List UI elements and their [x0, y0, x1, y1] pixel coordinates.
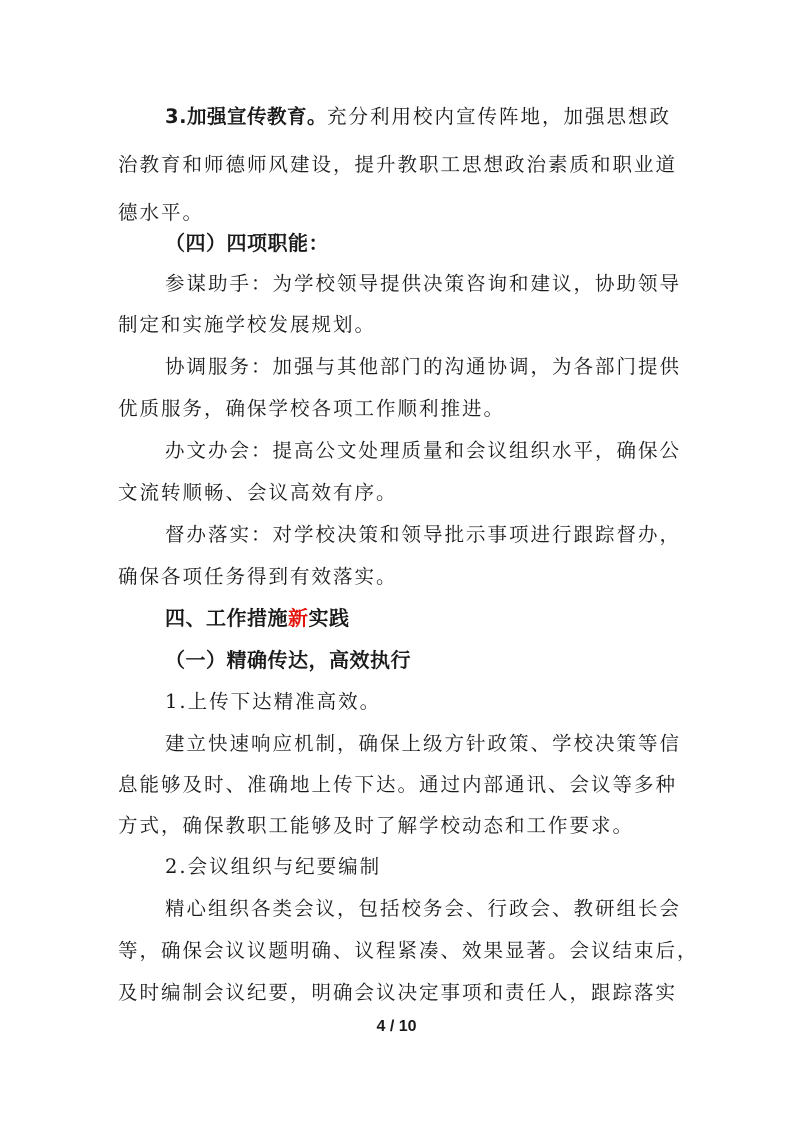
section-heading-accent: 新: [288, 606, 309, 630]
function-documents-line-2: 文流转顺畅、会议高效有序。: [118, 481, 398, 504]
page-number: 4 / 10: [376, 1018, 417, 1035]
section-heading-work-measures: [165, 604, 350, 632]
paragraph-meetings-line-3: 及时编制会议纪要，明确会议决定事项和责任人，跟踪落实: [118, 981, 678, 1004]
paragraph-propaganda-line-1: [165, 103, 671, 131]
item-1-title: 1.上传下达精准高效。: [165, 690, 382, 713]
paragraph-meetings-line-1: 精心组织各类会议，包括校务会、行政会、教研组长会: [165, 897, 682, 920]
section-heading-part-2: 实践: [308, 606, 350, 630]
paragraph-propaganda-line-2: 治教育和师德师风建设，提升教职工思想政治素质和职业道: [118, 153, 678, 176]
paragraph-propaganda-line-3: 德水平。: [118, 201, 205, 224]
function-coordination-line-2: 优质服务，确保学校各项工作顺利推进。: [118, 397, 506, 420]
item-2-title: 2.会议组织与纪要编制: [165, 855, 382, 878]
function-advisor-line-2: 制定和实施学校发展规划。: [118, 313, 377, 336]
subheading-four-functions: （四）四项职能：: [165, 231, 329, 255]
function-advisor-line-1: 参谋助手：为学校领导提供决策咨询和建议，协助领导: [165, 272, 682, 295]
function-supervision-line-1: 督办落实：对学校决策和领导批示事项进行跟踪督办，: [165, 523, 682, 546]
section-heading-part-1: 四、工作措施: [165, 606, 288, 630]
subheading-precise-transmission: （一）精确传达，高效执行: [165, 648, 411, 672]
paragraph-meetings-line-2: 等，确保会议议题明确、议程紧凑、效果显著。会议结束后，: [118, 939, 699, 962]
paragraph-response-line-3: 方式，确保教职工能够及时了解学校动态和工作要求。: [118, 814, 635, 837]
item-3-lead: 3.加强宣传教育。: [165, 105, 327, 128]
item-3-text: 充分利用校内宣传阵地，加强思想政: [326, 105, 671, 128]
function-coordination-line-1: 协调服务：加强与其他部门的沟通协调，为各部门提供: [165, 355, 682, 378]
function-documents-line-1: 办文办会：提高公文处理质量和会议组织水平，确保公: [165, 439, 682, 462]
paragraph-response-line-1: 建立快速响应机制，确保上级方针政策、学校决策等信: [165, 732, 682, 755]
paragraph-response-line-2: 息能够及时、准确地上传下达。通过内部通讯、会议等多种: [118, 773, 678, 796]
function-supervision-line-2: 确保各项任务得到有效落实。: [118, 565, 398, 588]
